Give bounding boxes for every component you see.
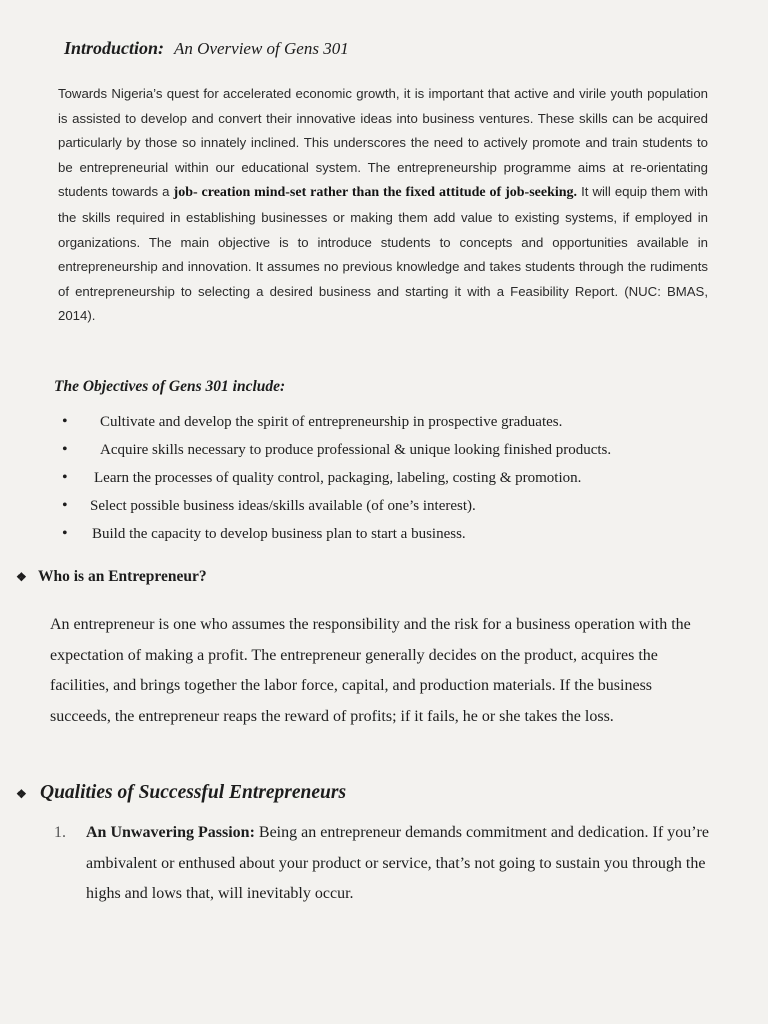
objective-item: • Learn the processes of quality control, packaging, labeling, costing & promotion.: [58, 464, 718, 492]
who-paragraph: An entrepreneur is one who assumes the responsibility and the risk for a business operation with the expectation of making a profit. The entrepreneur generally decides on the product, acquires the facilities, and brings together the labor force, capital, and production materials. If the business succeeds, the entrepreneur reaps the reward of profits; if it fails, he or she takes the loss.: [50, 616, 691, 725]
intro-heading-main: Introduction:: [64, 38, 165, 58]
intro-paragraph-start: Towards Nigeria’s quest for accelerated economic growth, it is important that active and virile youth population is assisted to develop and convert their innovative ideas into business ventures. These skills can be acquired particularly by those so innately inclined. This underscores the need to actively promote and train students to be entrepreneurial within our educational system. The entrepreneurship programme aims at re-orientating students towards a: [58, 86, 708, 200]
intro-heading-sub: An Overview of Gens 301: [174, 39, 349, 58]
intro-paragraph-end: It will equip them with the skills required in establishing businesses or making them add value to existing systems, if employed in organizations. The main objective is to introduce students to concepts and opportunities available in entrepreneurship and innovation. It assumes no previous knowledge and takes students through the rudiments of entrepreneurship to selecting a desired business and starting it with a Feasibility Report. (NUC: BMAS, 2014).: [58, 184, 708, 324]
quality-item-number: 1.: [54, 824, 66, 841]
objective-item: • Build the capacity to develop business plan to start a business.: [58, 520, 718, 548]
objectives-list: [58, 408, 718, 548]
objective-item: • Select possible business ideas/skills available (of one’s interest).: [58, 492, 718, 520]
diamond-bullet-icon: ❖: [16, 570, 27, 584]
quality-item-text: Being an entrepreneur demands commitment and dedication. If you’re ambivalent or enthused about your product or service, that’s not going to sustain you through the highs and lows that, will inevitably occur.: [86, 824, 709, 902]
objective-item: • Acquire skills necessary to produce professional & unique looking finished products.: [58, 436, 718, 464]
qualities-heading-text: Qualities of Successful Entrepreneurs: [40, 782, 347, 803]
quality-item: [54, 818, 722, 910]
objectives-title: The Objectives of Gens 301 include:: [54, 378, 286, 395]
quality-item-body: [86, 818, 722, 910]
who-heading-text: Who is an Entrepreneur?: [38, 568, 207, 585]
quality-item-lead: An Unwavering Passion:: [86, 824, 255, 841]
diamond-bullet-icon: ❖: [16, 787, 27, 801]
intro-paragraph-bold: job- creation mind-set rather than the fixed attitude of job-seeking.: [173, 185, 578, 201]
who-heading: [16, 568, 207, 586]
qualities-heading: [16, 782, 346, 804]
intro-paragraph: [58, 82, 708, 329]
objective-item: • Cultivate and develop the spirit of entrepreneurship in prospective graduates.: [58, 408, 718, 436]
intro-heading: [64, 38, 349, 59]
